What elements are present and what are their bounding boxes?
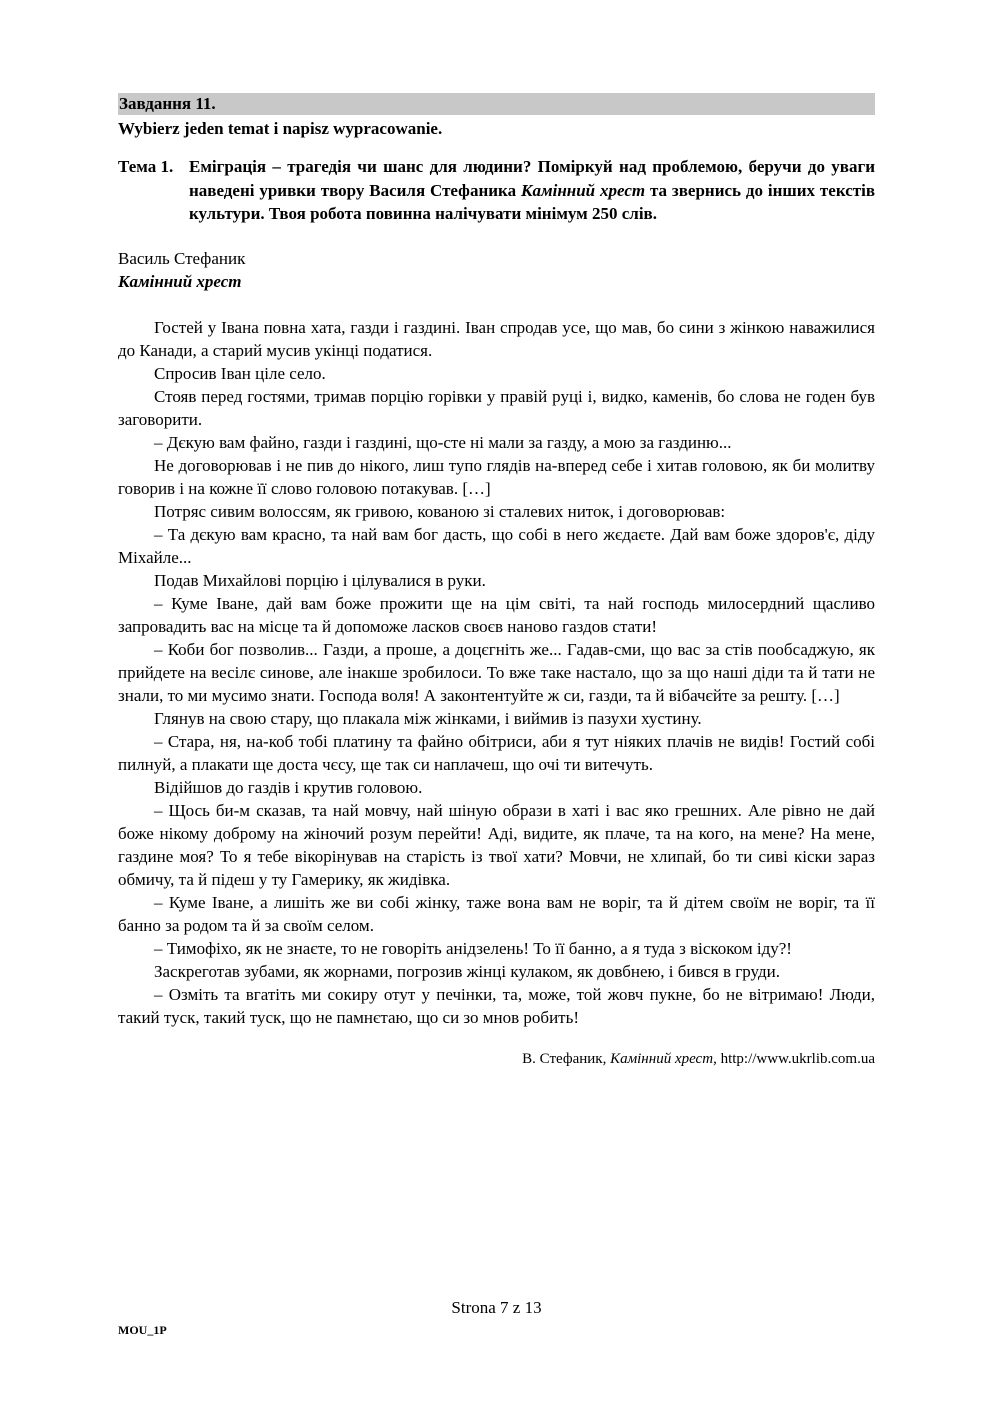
excerpt-paragraph: Подав Михайлові порцію і цілувалися в руки.: [154, 570, 486, 590]
work-title: Камінний хрест: [118, 271, 242, 291]
work-author: Василь Стефаник: [118, 248, 246, 268]
excerpt-paragraph: Потряс сивим волоссям, як гривою, кованою зі сталевих ниток, і договорював:: [154, 501, 726, 521]
topic-text-part2: та звернись до інших текстів культури. Твоя робота повинна налічувати мінімум 250 слів.: [189, 180, 875, 223]
topic-text-part1: Еміграція – трагедія чи шанс для людини? Поміркуй над проблемою, беручи до уваги наведені уривки твору Василя Стефаника: [189, 157, 875, 200]
task-header: Завдання 11.: [118, 93, 875, 115]
excerpt-paragraph: Відійшов до газдів і крутив головою.: [154, 777, 423, 797]
excerpt-paragraph: – Стара, ня, на-коб тобі платину та файно обітриси, аби я тут ніяких плачів не видів! Гостий собі пилнуй, а плакати ще доста чєсу, ще так си наплачеш, що очі ти витечуть.: [118, 731, 875, 774]
page-number: Strona 7 z 13: [451, 1298, 542, 1317]
exam-code: MOU_1P: [118, 1323, 167, 1337]
excerpt-text: [118, 316, 875, 1029]
task-instruction: Wybierz jeden temat i napisz wypracowanie.: [118, 119, 443, 138]
excerpt-paragraph: – Куме Іване, а лишіть же ви собі жінку, таже вона вам не ворiг, та й дітем своїм не ворiг, та її банно за родом та й за своїм селом.: [118, 892, 875, 935]
source-url: , http://www.ukrlib.com.ua: [713, 1050, 875, 1067]
excerpt-paragraph: Не договорював і не пив до нікого, лиш тупо глядів на-вперед себе і хитав головою, як би молитву говорив і на кожне її слово головою потакував. […]: [118, 455, 875, 498]
topic-1: [118, 155, 875, 226]
source-title: Камінний хрест: [610, 1050, 714, 1067]
excerpt-paragraph: – Дєкую вам файно, газди і газдині, що-сте ні мали за газду, а мою за газдиню...: [154, 432, 732, 452]
excerpt-paragraph: – Та дєкую вам красно, та най вам бог дасть, що собі в него жєдаєте. Дай вам боже здоров'є, діду Міхайле...: [118, 524, 875, 567]
excerpt-paragraph: – Озміть та вгатіть ми сокиру отут у печінки, та, може, той жовч пукне, бо не вітримаю! Люди, такий туск, такий туск, що не памнєтаю, що си зо мнов робить!: [118, 984, 875, 1027]
topic-work-title: Камінний хрест: [520, 180, 646, 200]
topic-text: [189, 155, 875, 226]
excerpt-paragraph: Стояв перед гостями, тримав порцію горівки у правій руці і, видко, каменів, бо слова не годен був заговорити.: [118, 386, 875, 429]
excerpt-paragraph: – Коби бог позволив... Газди, а проше, а доцєгніть же... Гадав-сми, що вас за стів пообсаджую, як прийдете на весілє синове, але інакше зробилоси. То вже таке настало, що за що наші діди та й тати не знали, то ми мусимо знати. Господа воля! А законтентуйте ж си, газди, та й вібачєйте за решту. […]: [118, 639, 875, 705]
excerpt-paragraph: Глянув на свою стару, що плакала між жінками, і виймив із пазухи хустину.: [154, 708, 702, 728]
source-prefix: В. Стефаник,: [522, 1050, 611, 1067]
excerpt-paragraph: Заскреготав зубами, як жорнами, погрозив жінці кулаком, як довбнею, і бився в груди.: [154, 961, 780, 981]
source-citation: [118, 1049, 875, 1069]
exam-page: [118, 93, 875, 1069]
excerpt-paragraph: – Тимофіхо, як не знаєте, то не говоріть анідзелень! То її банно, а я туда з віскоком іду?!: [154, 938, 792, 958]
excerpt-paragraph: – Куме Іване, дай вам боже прожити ще на цім світі, та най господь милосердний щасливо запровадить вас на місце та й допоможе ласков своєв наново газдов стати!: [118, 593, 875, 636]
excerpt-paragraph: – Щось би-м сказав, та най мовчу, най шіную образи в хаті і вас яко грешних. Але рівно не дай боже нікому доброму на жіночий розум перейти! Аді, видите, як плаче, та на кого, на мене? На мене, газдине моя? То я тебе вікорінував на старість із твої хати? Мовчи, не хлипай, бо ти сиві кіски зараз обмичу, та й підеш у ту Гамерику, як жидівка.: [118, 800, 875, 889]
topic-label: Тема 1.: [118, 157, 174, 176]
excerpt-paragraph: Гостей у Івана повна хата, газди і газдині. Іван спродав усе, що мав, бо сини з жінкою наважилися до Канади, а старий мусив укінці податися.: [118, 317, 875, 360]
excerpt-paragraph: Спросив Іван ціле село.: [154, 363, 326, 383]
